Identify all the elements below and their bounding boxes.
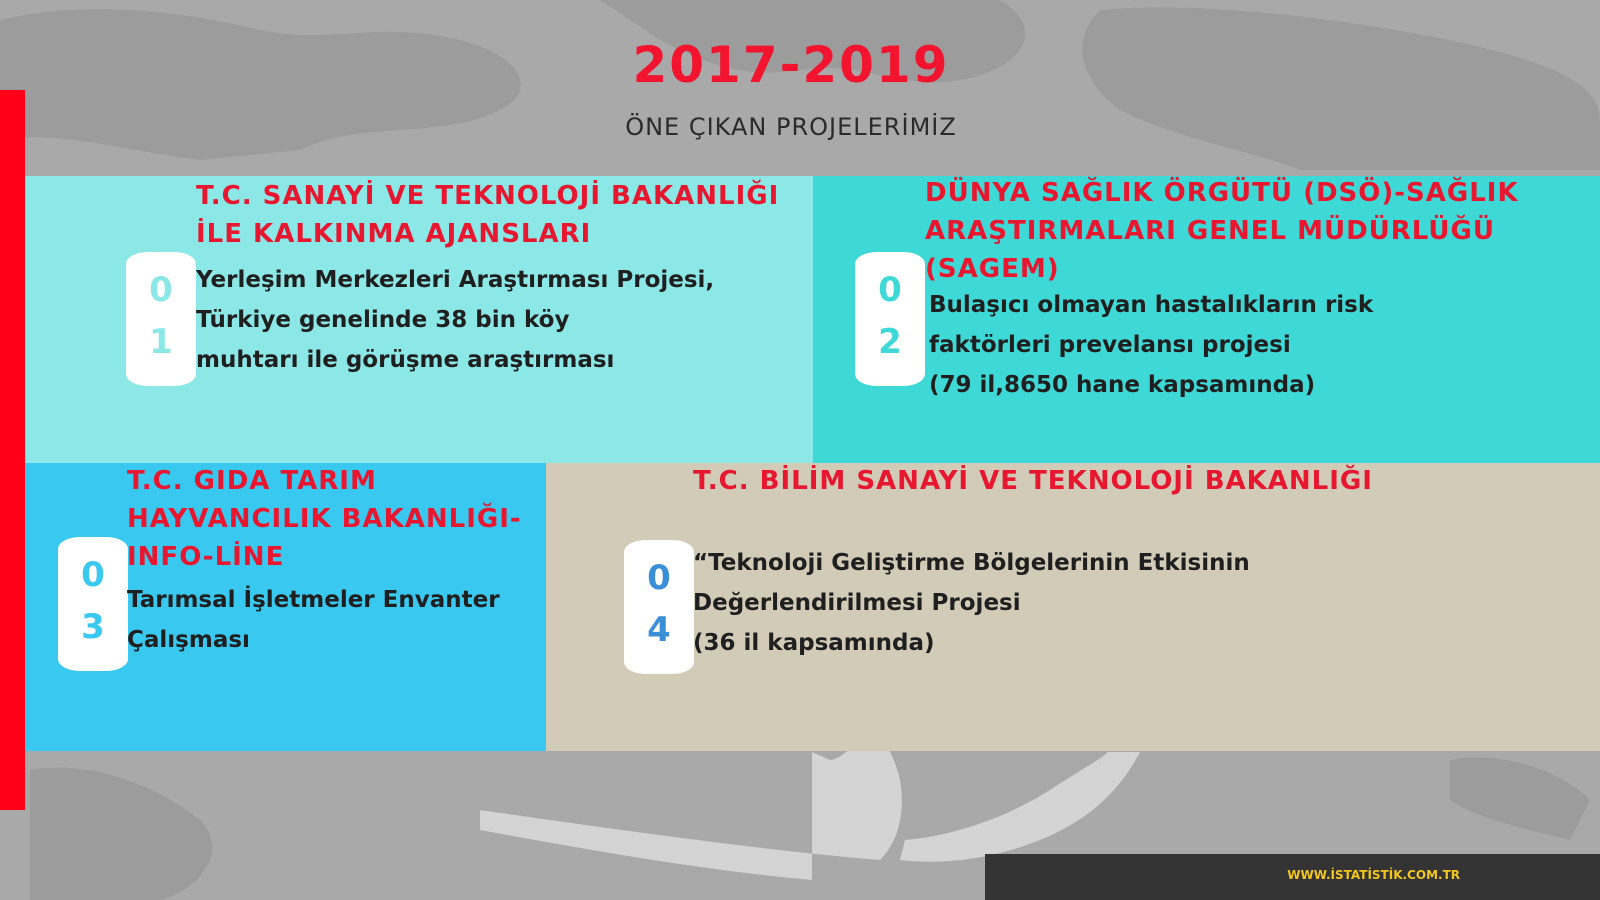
description-line: Çalışması — [127, 627, 250, 653]
project-heading-04: T.C. BİLİM SANAYİ VE TEKNOLOJİ BAKANLIĞI — [693, 466, 1373, 496]
badge-digit: 2 — [878, 322, 902, 362]
description-line: Tarımsal İşletmeler Envanter — [127, 587, 500, 613]
page-subtitle: ÖNE ÇIKAN PROJELERİMİZ — [625, 113, 957, 141]
description-line: muhtarı ile görüşme araştırması — [196, 347, 615, 373]
project-description-01 — [196, 260, 714, 380]
accent-bar — [0, 90, 25, 810]
project-description-04 — [693, 543, 1250, 663]
number-badge-04 — [624, 540, 694, 674]
description-line: Değerlendirilmesi Projesi — [693, 590, 1021, 616]
project-heading-03: T.C. GIDA TARIM HAYVANCILIK BAKANLIĞI-INFO-LİNE — [127, 466, 522, 572]
description-line: “Teknoloji Geliştirme Bölgelerinin Etkisinin — [693, 550, 1250, 576]
description-line: Bulaşıcı olmayan hastalıkların risk — [929, 292, 1374, 318]
project-description-02 — [929, 285, 1373, 405]
description-line: faktörleri prevelansı projesi — [929, 332, 1291, 358]
number-badge-02 — [855, 252, 925, 386]
description-line: (79 il,8650 hane kapsamında) — [929, 372, 1316, 398]
project-description-03 — [127, 580, 500, 660]
description-line: Türkiye genelinde 38 bin köy — [196, 307, 570, 333]
badge-digit: 0 — [81, 555, 105, 595]
badge-digit: 4 — [647, 610, 671, 650]
description-line: (36 il kapsamında) — [693, 630, 935, 656]
description-line: Yerleşim Merkezleri Araştırması Projesi, — [196, 267, 715, 293]
project-heading-02: DÜNYA SAĞLIK ÖRGÜTÜ (DSÖ)-SAĞLIK ARAŞTIRMALARI GENEL MÜDÜRLÜĞÜ (SAGEM) — [925, 178, 1519, 284]
project-heading-01: T.C. SANAYİ VE TEKNOLOJİ BAKANLIĞI İLE KALKINMA AJANSLARI — [196, 181, 780, 249]
footer-bar — [985, 854, 1600, 900]
website-link[interactable]: WWW.İSTATİSTİK.COM.TR — [1287, 868, 1460, 882]
number-badge-01 — [126, 252, 196, 386]
badge-digit: 0 — [878, 270, 902, 310]
badge-digit: 0 — [647, 558, 671, 598]
badge-digit: 3 — [81, 607, 105, 647]
badge-digit: 1 — [149, 322, 173, 362]
badge-digit: 0 — [149, 270, 173, 310]
number-badge-03 — [58, 537, 128, 671]
page-title: 2017-2019 — [632, 36, 950, 94]
